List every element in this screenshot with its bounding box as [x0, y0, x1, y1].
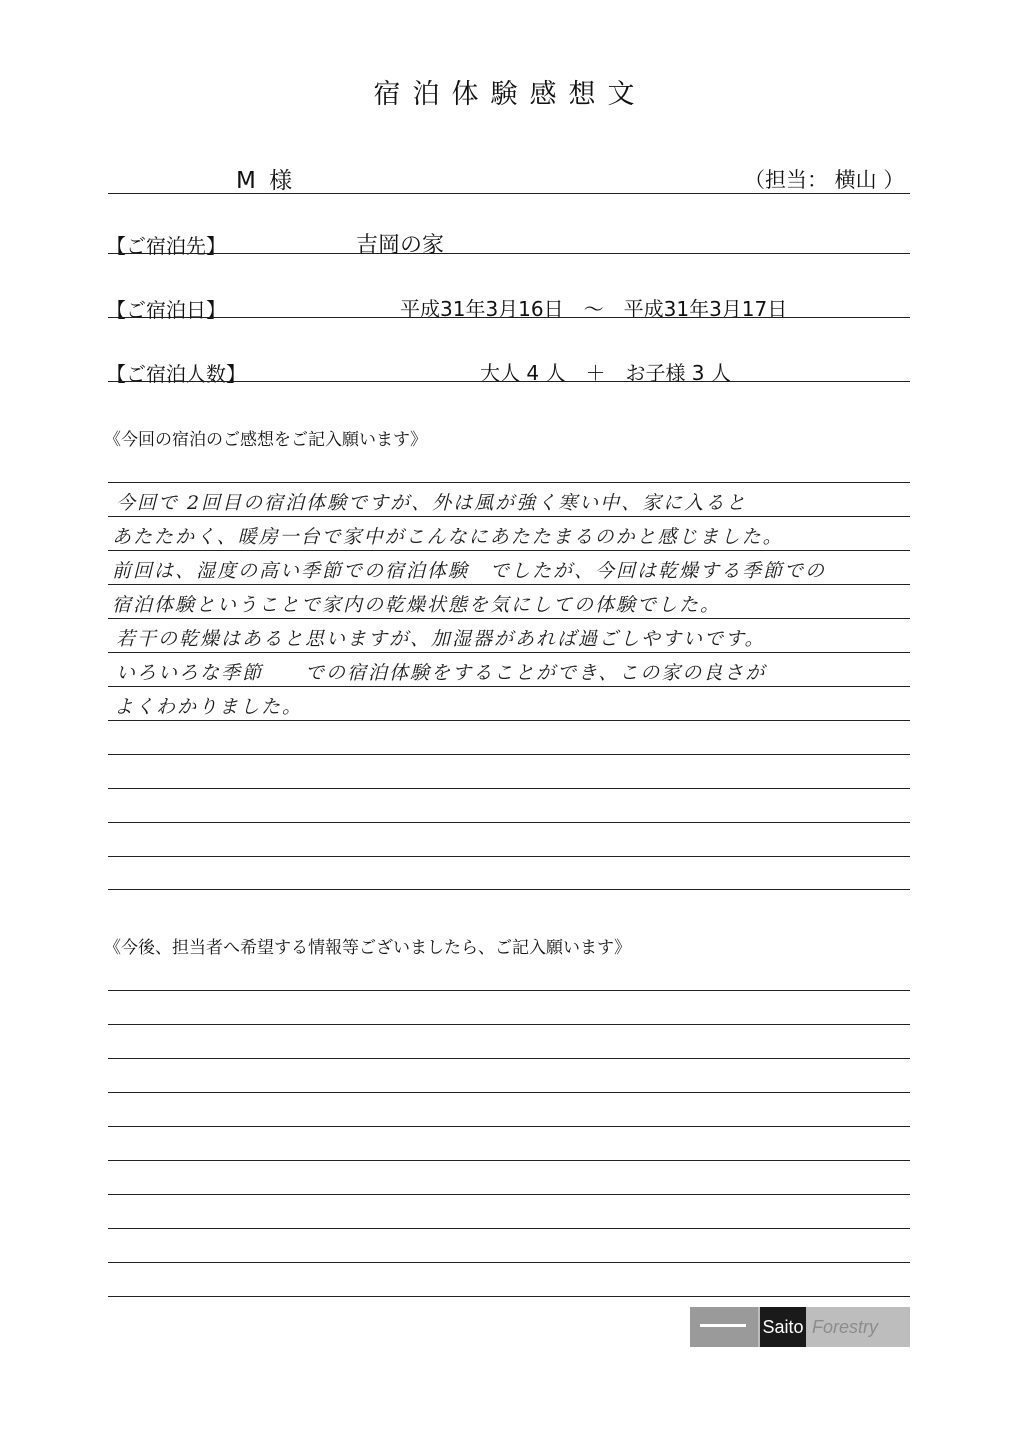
- writing-rule: [108, 990, 910, 991]
- writing-rule: [108, 754, 910, 755]
- writing-rule: [108, 516, 910, 517]
- writing-rule: [108, 1296, 910, 1297]
- writing-rule: [108, 584, 910, 585]
- logo-brand: Saito: [760, 1307, 806, 1347]
- writing-rule: [108, 1058, 910, 1059]
- field-value-location: 吉岡の家: [356, 233, 445, 258]
- handwritten-line: 若干の乾燥はあると思いますが、加湿器があれば過ごしやすいです。: [116, 628, 766, 650]
- writing-rule: [108, 720, 910, 721]
- field-label-location: 【ご宿泊先】: [106, 234, 226, 258]
- writing-rule: [108, 856, 910, 857]
- writing-rule: [108, 822, 910, 823]
- writing-rule: [108, 1126, 910, 1127]
- field-rule-guests: [108, 381, 910, 382]
- section-heading-requests: 《今後、担当者へ希望する情報等ございましたら、ご記入願います》: [104, 938, 631, 958]
- logo-mark: [690, 1307, 758, 1347]
- field-rule-date: [108, 317, 910, 318]
- page-title: 宿泊体験感想文: [373, 79, 647, 110]
- writing-rule: [108, 1024, 910, 1025]
- writing-rule: [108, 788, 910, 789]
- writing-rule: [108, 1228, 910, 1229]
- writing-rule: [108, 889, 910, 890]
- field-rule-location: [108, 253, 910, 254]
- field-label-date: 【ご宿泊日】: [106, 298, 226, 322]
- logo-sub: Forestry: [812, 1317, 879, 1337]
- handwritten-line: あたたかく、暖房一台で家中がこんなにあたたまるのかと感じました。: [112, 526, 784, 548]
- writing-rule: [108, 1092, 910, 1093]
- writing-rule: [108, 482, 910, 483]
- writing-rule: [108, 618, 910, 619]
- writing-rule: [108, 1160, 910, 1161]
- handwritten-line: いろいろな季節 での宿泊体験をすることができ、この家の良さが: [116, 662, 767, 684]
- field-value-guests: 大人 4 人 ＋ お子様 3 人: [480, 361, 731, 385]
- writing-rule: [108, 1194, 910, 1195]
- field-label-guests: 【ご宿泊人数】: [106, 362, 246, 386]
- writing-rule: [108, 652, 910, 653]
- writing-rule: [108, 1262, 910, 1263]
- writing-rule: [108, 550, 910, 551]
- logo-mark-line: [700, 1324, 746, 1327]
- handwritten-line: よくわかりました。: [114, 696, 304, 718]
- section-heading-impressions: 《今回の宿泊のご感想をご記入願います》: [104, 430, 427, 450]
- guest-name: M 様: [236, 168, 296, 194]
- guest-rule: [108, 193, 910, 194]
- handwritten-line: 今回で 2回目の宿泊体験ですが、外は風が強く寒い中、家に入ると: [116, 492, 748, 514]
- handwritten-line: 前回は、湿度の高い季節での宿泊体験 でしたが、今回は乾燥する季節での: [112, 560, 827, 582]
- field-value-date: 平成31年3月16日 ～ 平成31年3月17日: [400, 297, 788, 321]
- handwritten-line: 宿泊体験ということで家内の乾燥状態を気にしての体験でした。: [112, 594, 722, 616]
- staff-name: （担当： 横山 ）: [744, 168, 905, 192]
- writing-rule: [108, 686, 910, 687]
- company-logo: [690, 1307, 910, 1347]
